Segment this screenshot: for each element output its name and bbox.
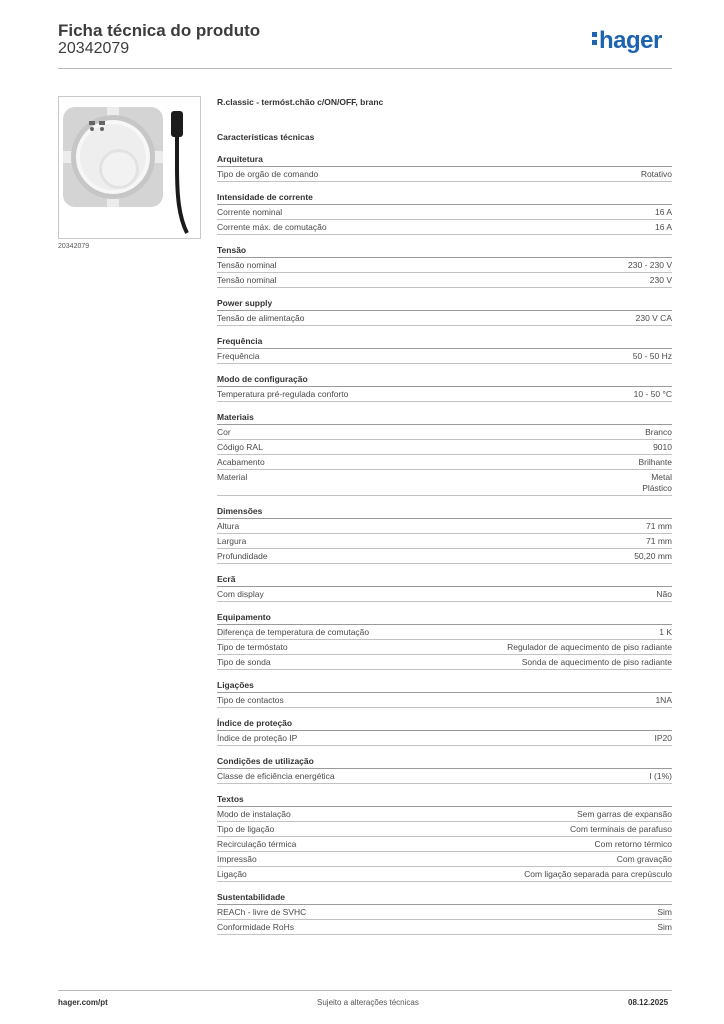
spec-row — [217, 852, 672, 867]
spec-value-line: Sim — [657, 906, 672, 917]
logo-text: hager — [599, 27, 662, 54]
spec-value-line: Não — [656, 588, 672, 599]
spec-value-line: 230 V — [649, 274, 672, 285]
spec-value — [650, 275, 672, 286]
spec-label: Corrente nominal — [217, 206, 283, 217]
footer-date: 08.12.2025 — [628, 998, 669, 1007]
spec-row — [217, 731, 672, 746]
spec-value-line: 16 A — [654, 221, 672, 232]
spec-label: Tipo de termóstato — [217, 641, 288, 652]
spec-row — [217, 273, 672, 288]
spec-label: Código RAL — [217, 441, 263, 452]
spec-row — [217, 769, 672, 784]
product-image — [58, 96, 201, 239]
spec-label: Com display — [217, 588, 264, 599]
spec-value-line: Com ligação separada para crepúsculo — [524, 868, 672, 879]
spec-value-line: 71 mm — [646, 520, 672, 531]
spec-section — [217, 792, 672, 882]
spec-label: Tensão nominal — [217, 274, 277, 285]
spec-value-line: Sem garras de expansão — [577, 808, 672, 819]
spec-row — [217, 519, 672, 534]
spec-row — [217, 693, 672, 708]
spec-row — [217, 867, 672, 882]
footer-divider — [58, 990, 672, 991]
spec-value-line: 50 - 50 Hz — [632, 350, 672, 361]
spec-value — [655, 222, 672, 233]
spec-value-line: Brilhante — [638, 456, 672, 467]
section-title: Dimensões — [217, 504, 672, 519]
section-title: Intensidade de corrente — [217, 190, 672, 205]
spec-label: REACh - livre de SVHC — [217, 906, 307, 917]
spec-row — [217, 220, 672, 235]
spec-value-line: 50,20 mm — [634, 550, 672, 561]
spec-row — [217, 920, 672, 935]
spec-value-line: Metal — [651, 471, 672, 482]
section-title: Ligações — [217, 678, 672, 693]
spec-row — [217, 549, 672, 564]
spec-label: Recirculação térmica — [217, 838, 297, 849]
spec-value — [646, 521, 672, 532]
spec-value — [638, 457, 672, 468]
spec-label: Largura — [217, 535, 247, 546]
section-title: Modo de configuração — [217, 372, 672, 387]
spec-section — [217, 334, 672, 364]
spec-value — [595, 839, 672, 850]
hager-logo[interactable] — [592, 28, 662, 54]
spec-row — [217, 470, 672, 496]
spec-value-line: Com terminais de parafuso — [569, 823, 672, 834]
section-title: Equipamento — [217, 610, 672, 625]
spec-row — [217, 167, 672, 182]
spec-label: Tensão nominal — [217, 259, 277, 270]
spec-value-line: Sonda de aquecimento de piso radiante — [521, 656, 672, 667]
spec-value — [634, 551, 672, 562]
section-title: Arquitetura — [217, 152, 672, 167]
spec-row — [217, 655, 672, 670]
spec-value-line: 1NA — [655, 694, 672, 705]
spec-value-line: I (1%) — [649, 770, 672, 781]
spec-value-line: Sim — [657, 921, 672, 932]
spec-value — [628, 260, 672, 271]
spec-value — [645, 427, 672, 438]
spec-value — [655, 695, 672, 706]
spec-row — [217, 534, 672, 549]
spec-value — [649, 771, 672, 782]
product-name: R.classic - termóst.chão c/ON/OFF, branc — [217, 97, 384, 107]
spec-section — [217, 890, 672, 935]
page-title: Ficha técnica do produto — [58, 21, 261, 40]
image-caption: 20342079 — [58, 243, 90, 250]
spec-value — [653, 442, 672, 453]
spec-value — [657, 922, 672, 933]
spec-label: Modo de instalação — [217, 808, 291, 819]
logo-colon-icon — [592, 32, 597, 46]
spec-row — [217, 425, 672, 440]
technical-characteristics-heading: Características técnicas — [217, 132, 315, 142]
spec-section — [217, 678, 672, 708]
spec-value — [522, 657, 672, 668]
spec-section — [217, 372, 672, 402]
spec-value-line: 9010 — [653, 441, 672, 452]
spec-label: Conformidade RoHs — [217, 921, 295, 932]
footer-disclaimer: Sujeito a alterações técnicas — [317, 998, 419, 1007]
spec-sections — [217, 152, 672, 935]
section-title: Frequência — [217, 334, 672, 349]
spec-value — [656, 589, 672, 600]
spec-label: Tipo de sonda — [217, 656, 271, 667]
spec-label: Corrente máx. de comutação — [217, 221, 327, 232]
spec-row — [217, 625, 672, 640]
spec-value-line: 71 mm — [646, 535, 672, 546]
spec-section — [217, 754, 672, 784]
spec-section — [217, 716, 672, 746]
section-title: Ecrã — [217, 572, 672, 587]
section-title: Condições de utilização — [217, 754, 672, 769]
spec-value-line: Branco — [645, 426, 672, 437]
spec-content — [217, 96, 672, 935]
spec-row — [217, 387, 672, 402]
spec-value-line: Regulador de aquecimento de piso radiante — [507, 641, 672, 652]
spec-value — [633, 351, 672, 362]
spec-label: Tipo de orgão de comando — [217, 168, 319, 179]
spec-label: Material — [217, 471, 248, 482]
spec-label: Tipo de ligação — [217, 823, 275, 834]
spec-row — [217, 640, 672, 655]
product-code: 20342079 — [58, 40, 130, 57]
spec-value — [655, 733, 673, 744]
spec-label: Altura — [217, 520, 240, 531]
spec-value — [577, 809, 672, 820]
spec-row — [217, 205, 672, 220]
spec-value — [646, 536, 672, 547]
spec-value — [636, 313, 672, 324]
spec-value — [507, 642, 672, 653]
spec-value — [642, 472, 672, 494]
spec-row — [217, 258, 672, 273]
spec-value-line: 16 A — [654, 206, 672, 217]
spec-label: Classe de eficiência energética — [217, 770, 335, 781]
section-title: Tensão — [217, 243, 672, 258]
spec-value — [634, 389, 672, 400]
spec-label: Índice de proteção IP — [217, 732, 298, 743]
spec-row — [217, 349, 672, 364]
spec-value — [659, 627, 672, 638]
spec-value-line: Com retorno térmico — [594, 838, 672, 849]
spec-label: Temperatura pré-regulada conforto — [217, 388, 349, 399]
spec-label: Cor — [217, 426, 231, 437]
spec-value-line: 1 K — [659, 626, 672, 637]
spec-value — [655, 207, 672, 218]
spec-value — [524, 869, 672, 880]
spec-section — [217, 190, 672, 235]
spec-value-line: 10 - 50 °C — [633, 388, 672, 399]
spec-value-line: Com gravação — [616, 853, 672, 864]
spec-section — [217, 572, 672, 602]
spec-section — [217, 243, 672, 288]
spec-row — [217, 837, 672, 852]
spec-row — [217, 440, 672, 455]
spec-row — [217, 822, 672, 837]
section-title: Índice de proteção — [217, 716, 672, 731]
section-title: Textos — [217, 792, 672, 807]
spec-label: Frequência — [217, 350, 260, 361]
spec-label: Tipo de contactos — [217, 694, 284, 705]
thermostat-product-photo — [59, 97, 200, 238]
spec-section — [217, 296, 672, 326]
spec-section — [217, 410, 672, 496]
spec-row — [217, 311, 672, 326]
spec-value-line: Rotativo — [640, 168, 672, 179]
spec-value — [570, 824, 672, 835]
footer-website-link[interactable]: hager.com/pt — [58, 998, 108, 1007]
spec-value-line: IP20 — [654, 732, 672, 743]
spec-label: Diferença de temperatura de comutação — [217, 626, 370, 637]
spec-section — [217, 610, 672, 670]
spec-value-line: Plástico — [642, 482, 672, 493]
spec-section — [217, 504, 672, 564]
spec-value — [617, 854, 672, 865]
spec-row — [217, 455, 672, 470]
spec-label: Profundidade — [217, 550, 268, 561]
spec-value-line: 230 V CA — [635, 312, 672, 323]
spec-label: Ligação — [217, 868, 247, 879]
header-divider — [58, 68, 672, 69]
spec-label: Tensão de alimentação — [217, 312, 305, 323]
spec-row — [217, 587, 672, 602]
spec-value-line: 230 - 230 V — [628, 259, 672, 270]
spec-label: Acabamento — [217, 456, 265, 467]
spec-value — [641, 169, 672, 180]
section-title: Sustentabilidade — [217, 890, 672, 905]
spec-section — [217, 152, 672, 182]
spec-label: Impressão — [217, 853, 257, 864]
spec-value — [657, 907, 672, 918]
section-title: Power supply — [217, 296, 672, 311]
section-title: Materiais — [217, 410, 672, 425]
spec-row — [217, 905, 672, 920]
spec-row — [217, 807, 672, 822]
